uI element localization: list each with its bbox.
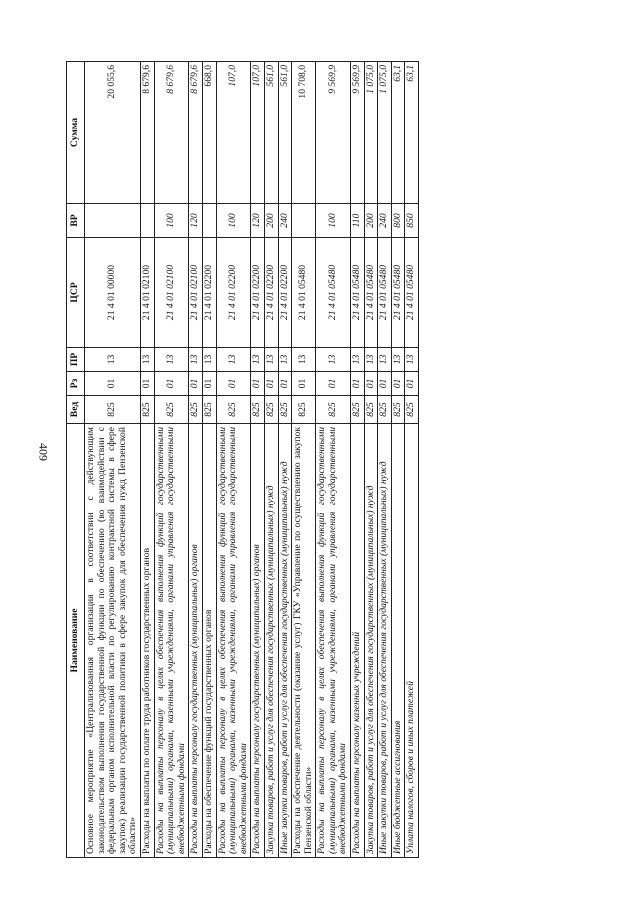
cell-sum: 20 055,6 — [85, 62, 141, 204]
cell-pr: 13 — [405, 348, 419, 372]
cell-sum: 8 679,6 — [189, 62, 203, 204]
cell-ved: 825 — [278, 396, 292, 424]
table-row — [391, 62, 405, 858]
cell-vr: 100 — [154, 204, 189, 238]
cell-csr: 21 4 01 05480 — [351, 238, 365, 348]
cell-sum: 561,0 — [278, 62, 292, 204]
cell-pr: 13 — [351, 348, 365, 372]
table-row — [405, 62, 419, 858]
cell-name: Расходы на выплаты персоналу в целях обеспечения выполнения функций государственными (муниципальными) органами, казенными учреждениями, органами управления государственными внебюджетными фондами — [316, 424, 351, 858]
table-header-row — [67, 62, 85, 858]
table-row — [202, 62, 216, 858]
cell-name: Иные закупки товаров, работ и услуг для обеспечения государственных (муниципальных) нужд — [378, 424, 392, 858]
cell-vr — [140, 204, 154, 238]
cell-rz: 01 — [364, 372, 378, 396]
cell-pr: 13 — [216, 348, 251, 372]
cell-csr: 21 4 01 02200 — [202, 238, 216, 348]
cell-pr: 13 — [316, 348, 351, 372]
page-number: 409 — [36, 443, 51, 461]
budget-table — [66, 61, 419, 858]
cell-rz: 01 — [292, 372, 316, 396]
rotated-page-content — [66, 62, 584, 858]
cell-pr: 13 — [85, 348, 141, 372]
cell-pr: 13 — [154, 348, 189, 372]
cell-csr: 21 4 01 05480 — [292, 238, 316, 348]
cell-rz: 01 — [351, 372, 365, 396]
cell-name: Иные закупки товаров, работ и услуг для обеспечения государственных (муниципальных) нужд — [278, 424, 292, 858]
cell-rz: 01 — [216, 372, 251, 396]
cell-ved: 825 — [85, 396, 141, 424]
table-row — [85, 62, 141, 858]
cell-name: Иные бюджетные ассигнования — [391, 424, 405, 858]
table-row — [140, 62, 154, 858]
cell-name: Расходы на обеспечение деятельности (оказание услуг) ГКУ «Управление по осуществлению закупок Пензенской области» — [292, 424, 316, 858]
cell-sum: 8 679,6 — [154, 62, 189, 204]
header-name: Наименование — [67, 424, 85, 858]
cell-ved: 825 — [189, 396, 203, 424]
cell-rz: 01 — [140, 372, 154, 396]
cell-name: Расходы на выплаты персоналу государственных (муниципальных) органов — [189, 424, 203, 858]
cell-name: Уплата налогов, сборов и иных платежей — [405, 424, 419, 858]
cell-vr: 100 — [216, 204, 251, 238]
cell-name: Расходы на выплаты персоналу государственных (муниципальных) органов — [251, 424, 265, 858]
cell-csr: 21 4 01 02100 — [154, 238, 189, 348]
cell-ved: 825 — [405, 396, 419, 424]
cell-name: Закупка товаров, работ и услуг для обеспечения государственных (муниципальных) нужд — [264, 424, 278, 858]
cell-pr: 13 — [378, 348, 392, 372]
cell-csr: 21 4 01 02200 — [278, 238, 292, 348]
cell-vr: 800 — [391, 204, 405, 238]
cell-csr: 21 4 01 02200 — [251, 238, 265, 348]
cell-sum: 668,0 — [202, 62, 216, 204]
cell-ved: 825 — [140, 396, 154, 424]
cell-csr: 21 4 01 05480 — [316, 238, 351, 348]
cell-sum: 1 075,0 — [378, 62, 392, 204]
cell-pr: 13 — [264, 348, 278, 372]
table-row — [189, 62, 203, 858]
cell-vr — [85, 204, 141, 238]
cell-ved: 825 — [364, 396, 378, 424]
cell-vr: 120 — [189, 204, 203, 238]
cell-csr: 21 4 01 05480 — [364, 238, 378, 348]
cell-rz: 01 — [316, 372, 351, 396]
cell-rz: 01 — [391, 372, 405, 396]
cell-vr — [292, 204, 316, 238]
cell-sum: 63,1 — [391, 62, 405, 204]
table-row — [278, 62, 292, 858]
cell-vr: 850 — [405, 204, 419, 238]
cell-vr: 120 — [251, 204, 265, 238]
cell-vr: 200 — [364, 204, 378, 238]
cell-rz: 01 — [278, 372, 292, 396]
cell-sum: 8 679,6 — [140, 62, 154, 204]
cell-vr: 240 — [278, 204, 292, 238]
cell-pr: 13 — [364, 348, 378, 372]
cell-sum: 9 569,9 — [316, 62, 351, 204]
header-rz: Рз — [67, 372, 85, 396]
cell-name: Закупка товаров, работ и услуг для обеспечения государственных (муниципальных) нужд — [364, 424, 378, 858]
cell-csr: 21 4 01 02200 — [216, 238, 251, 348]
table-row — [364, 62, 378, 858]
cell-pr: 13 — [189, 348, 203, 372]
cell-vr: 240 — [378, 204, 392, 238]
cell-ved: 825 — [351, 396, 365, 424]
cell-ved: 825 — [391, 396, 405, 424]
cell-ved: 825 — [378, 396, 392, 424]
cell-vr — [202, 204, 216, 238]
cell-csr: 21 4 01 02100 — [140, 238, 154, 348]
cell-csr: 21 4 01 05480 — [405, 238, 419, 348]
table-row — [292, 62, 316, 858]
cell-vr: 100 — [316, 204, 351, 238]
cell-pr: 13 — [251, 348, 265, 372]
cell-csr: 21 4 01 05480 — [391, 238, 405, 348]
cell-pr: 13 — [292, 348, 316, 372]
cell-pr: 13 — [391, 348, 405, 372]
header-ved: Вед — [67, 396, 85, 424]
table-row — [154, 62, 189, 858]
cell-ved: 825 — [316, 396, 351, 424]
table-row — [351, 62, 365, 858]
cell-ved: 825 — [216, 396, 251, 424]
cell-csr: 21 4 01 02200 — [264, 238, 278, 348]
cell-sum: 1 075,0 — [364, 62, 378, 204]
cell-vr: 110 — [351, 204, 365, 238]
cell-ved: 825 — [251, 396, 265, 424]
cell-pr: 13 — [278, 348, 292, 372]
cell-ved: 825 — [292, 396, 316, 424]
cell-pr: 13 — [140, 348, 154, 372]
table-body — [85, 62, 419, 858]
cell-vr: 200 — [264, 204, 278, 238]
cell-csr: 21 4 01 00000 — [85, 238, 141, 348]
cell-name: Расходы на выплаты персоналу в целях обеспечения выполнения функций государственными (муниципальными) органами, казенными учреждениями, органами управления государственными внебюджетными фондами — [154, 424, 189, 858]
cell-ved: 825 — [202, 396, 216, 424]
table-row — [378, 62, 392, 858]
cell-rz: 01 — [378, 372, 392, 396]
cell-sum: 561,0 — [264, 62, 278, 204]
table-row — [251, 62, 265, 858]
cell-rz: 01 — [405, 372, 419, 396]
cell-rz: 01 — [189, 372, 203, 396]
cell-rz: 01 — [264, 372, 278, 396]
cell-name: Расходы на выплаты по оплате труда работников государственных органов — [140, 424, 154, 858]
cell-csr: 21 4 01 02100 — [189, 238, 203, 348]
cell-name: Расходы на выплаты персоналу казенных учреждений — [351, 424, 365, 858]
header-pr: ПР — [67, 348, 85, 372]
table-row — [216, 62, 251, 858]
cell-rz: 01 — [85, 372, 141, 396]
cell-sum: 10 708,0 — [292, 62, 316, 204]
cell-name: Расходы на обеспечение функций государственных органов — [202, 424, 216, 858]
header-csr: ЦСР — [67, 238, 85, 348]
table-row — [316, 62, 351, 858]
header-vr: ВР — [67, 204, 85, 238]
cell-name: Расходы на выплаты персоналу в целях обеспечения выполнения функций государственными (муниципальными) органами, казенными учреждениями, органами управления государственными внебюджетными фондами — [216, 424, 251, 858]
cell-ved: 825 — [154, 396, 189, 424]
header-sum: Сумма — [67, 62, 85, 204]
table-row — [264, 62, 278, 858]
cell-pr: 13 — [202, 348, 216, 372]
cell-rz: 01 — [202, 372, 216, 396]
cell-ved: 825 — [264, 396, 278, 424]
cell-sum: 63,1 — [405, 62, 419, 204]
cell-sum: 107,0 — [251, 62, 265, 204]
cell-name: Основное мероприятие «Централизованная организация в соответствии с действующим законодательством выполнения государственной функции по обеспечению (во взаимодействии с федеральным органом исполнительной власти по регулированию контрактной системы в сфере закупок) реализации государственной политики в сфере закупок для обеспечения нужд Пензенской области» — [85, 424, 141, 858]
cell-sum: 9 569,9 — [351, 62, 365, 204]
cell-rz: 01 — [251, 372, 265, 396]
cell-rz: 01 — [154, 372, 189, 396]
cell-csr: 21 4 01 05480 — [378, 238, 392, 348]
cell-sum: 107,0 — [216, 62, 251, 204]
